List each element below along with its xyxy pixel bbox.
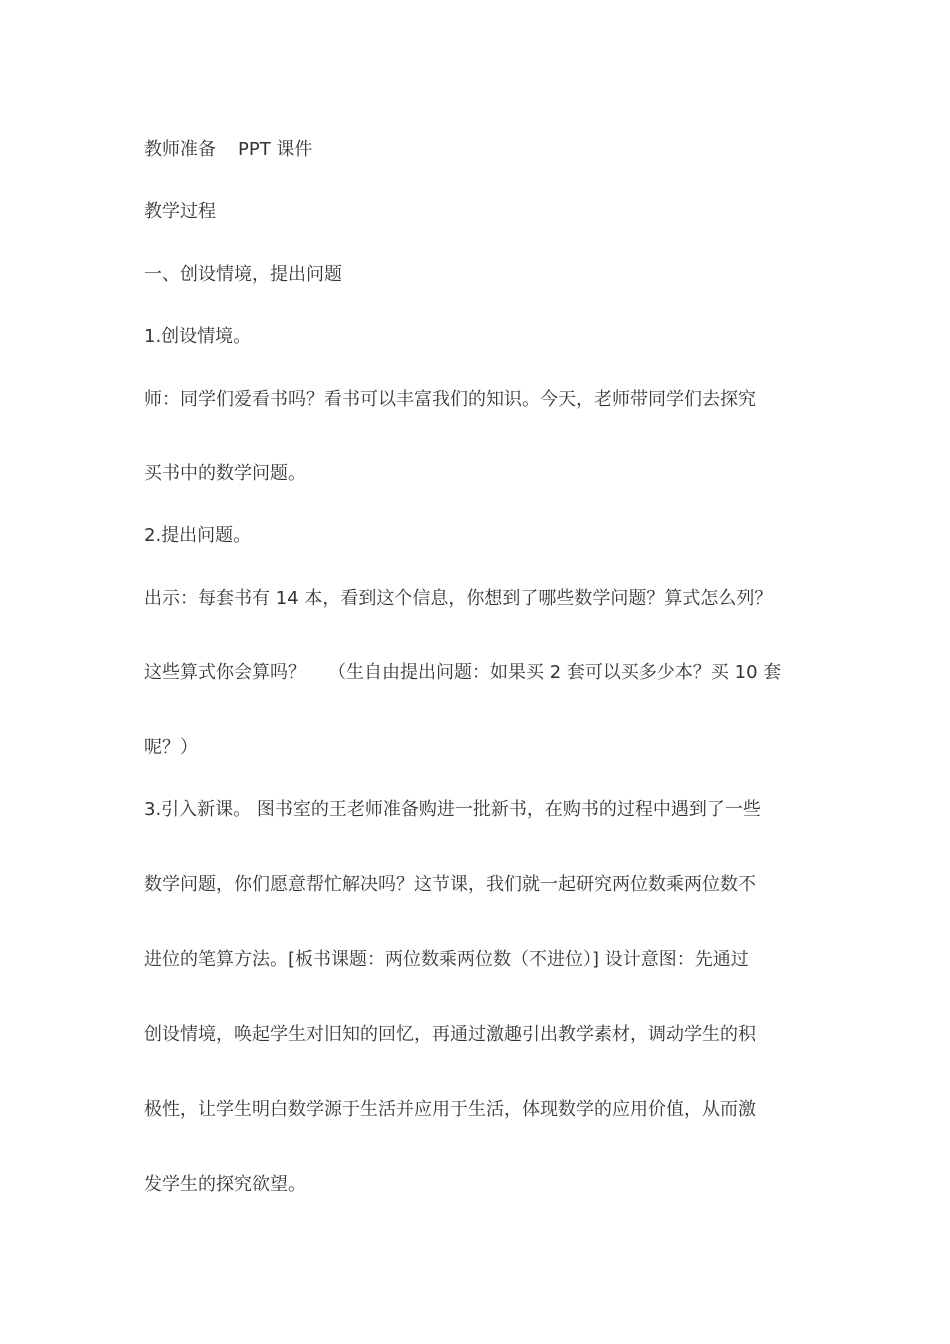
para-1-line-2: 买书中的数学问题。 — [144, 463, 306, 484]
para-3-line-1: 3.引入新课。 图书室的王老师准备购进一批新书，在购书的过程中遇到了一些 — [144, 799, 761, 820]
para-2-line-3: 呢？） — [144, 737, 198, 758]
item-2-title: 2.提出问题。 — [144, 525, 252, 546]
para-2-line-2 — [144, 661, 834, 685]
section-1-heading: 一、创设情境，提出问题 — [144, 264, 342, 285]
para-2-question: 这些算式你会算吗？ — [144, 662, 306, 683]
para-3-line-5: 极性，让学生明白数学源于生活并应用于生活，体现数学的应用价值，从而激 — [144, 1099, 756, 1120]
prep-label: 教师准备 — [144, 139, 216, 160]
teacher-prep-line — [144, 138, 834, 162]
prep-value: PPT 课件 — [238, 139, 313, 160]
process-heading: 教学过程 — [144, 201, 216, 222]
item-1-title: 1.创设情境。 — [144, 326, 252, 347]
para-2-line-1: 出示：每套书有 14 本，看到这个信息，你想到了哪些数学问题？算式怎么列？ — [144, 588, 773, 609]
para-3-line-4: 创设情境，唤起学生对旧知的回忆，再通过激趣引出教学素材，调动学生的积 — [144, 1024, 756, 1045]
para-3-line-2: 数学问题，你们愿意帮忙解决吗？这节课，我们就一起研究两位数乘两位数不 — [144, 874, 756, 895]
para-3-line-3: 进位的笔算方法。[板书课题：两位数乘两位数（不进位）] 设计意图：先通过 — [144, 949, 749, 970]
para-3-line-6: 发学生的探究欲望。 — [144, 1174, 306, 1195]
para-1-line-1: 师：同学们爱看书吗？看书可以丰富我们的知识。今天，老师带同学们去探究 — [144, 389, 756, 410]
para-2-aside: （生自由提出问题：如果买 2 套可以买多少本？买 10 套 — [328, 662, 782, 683]
